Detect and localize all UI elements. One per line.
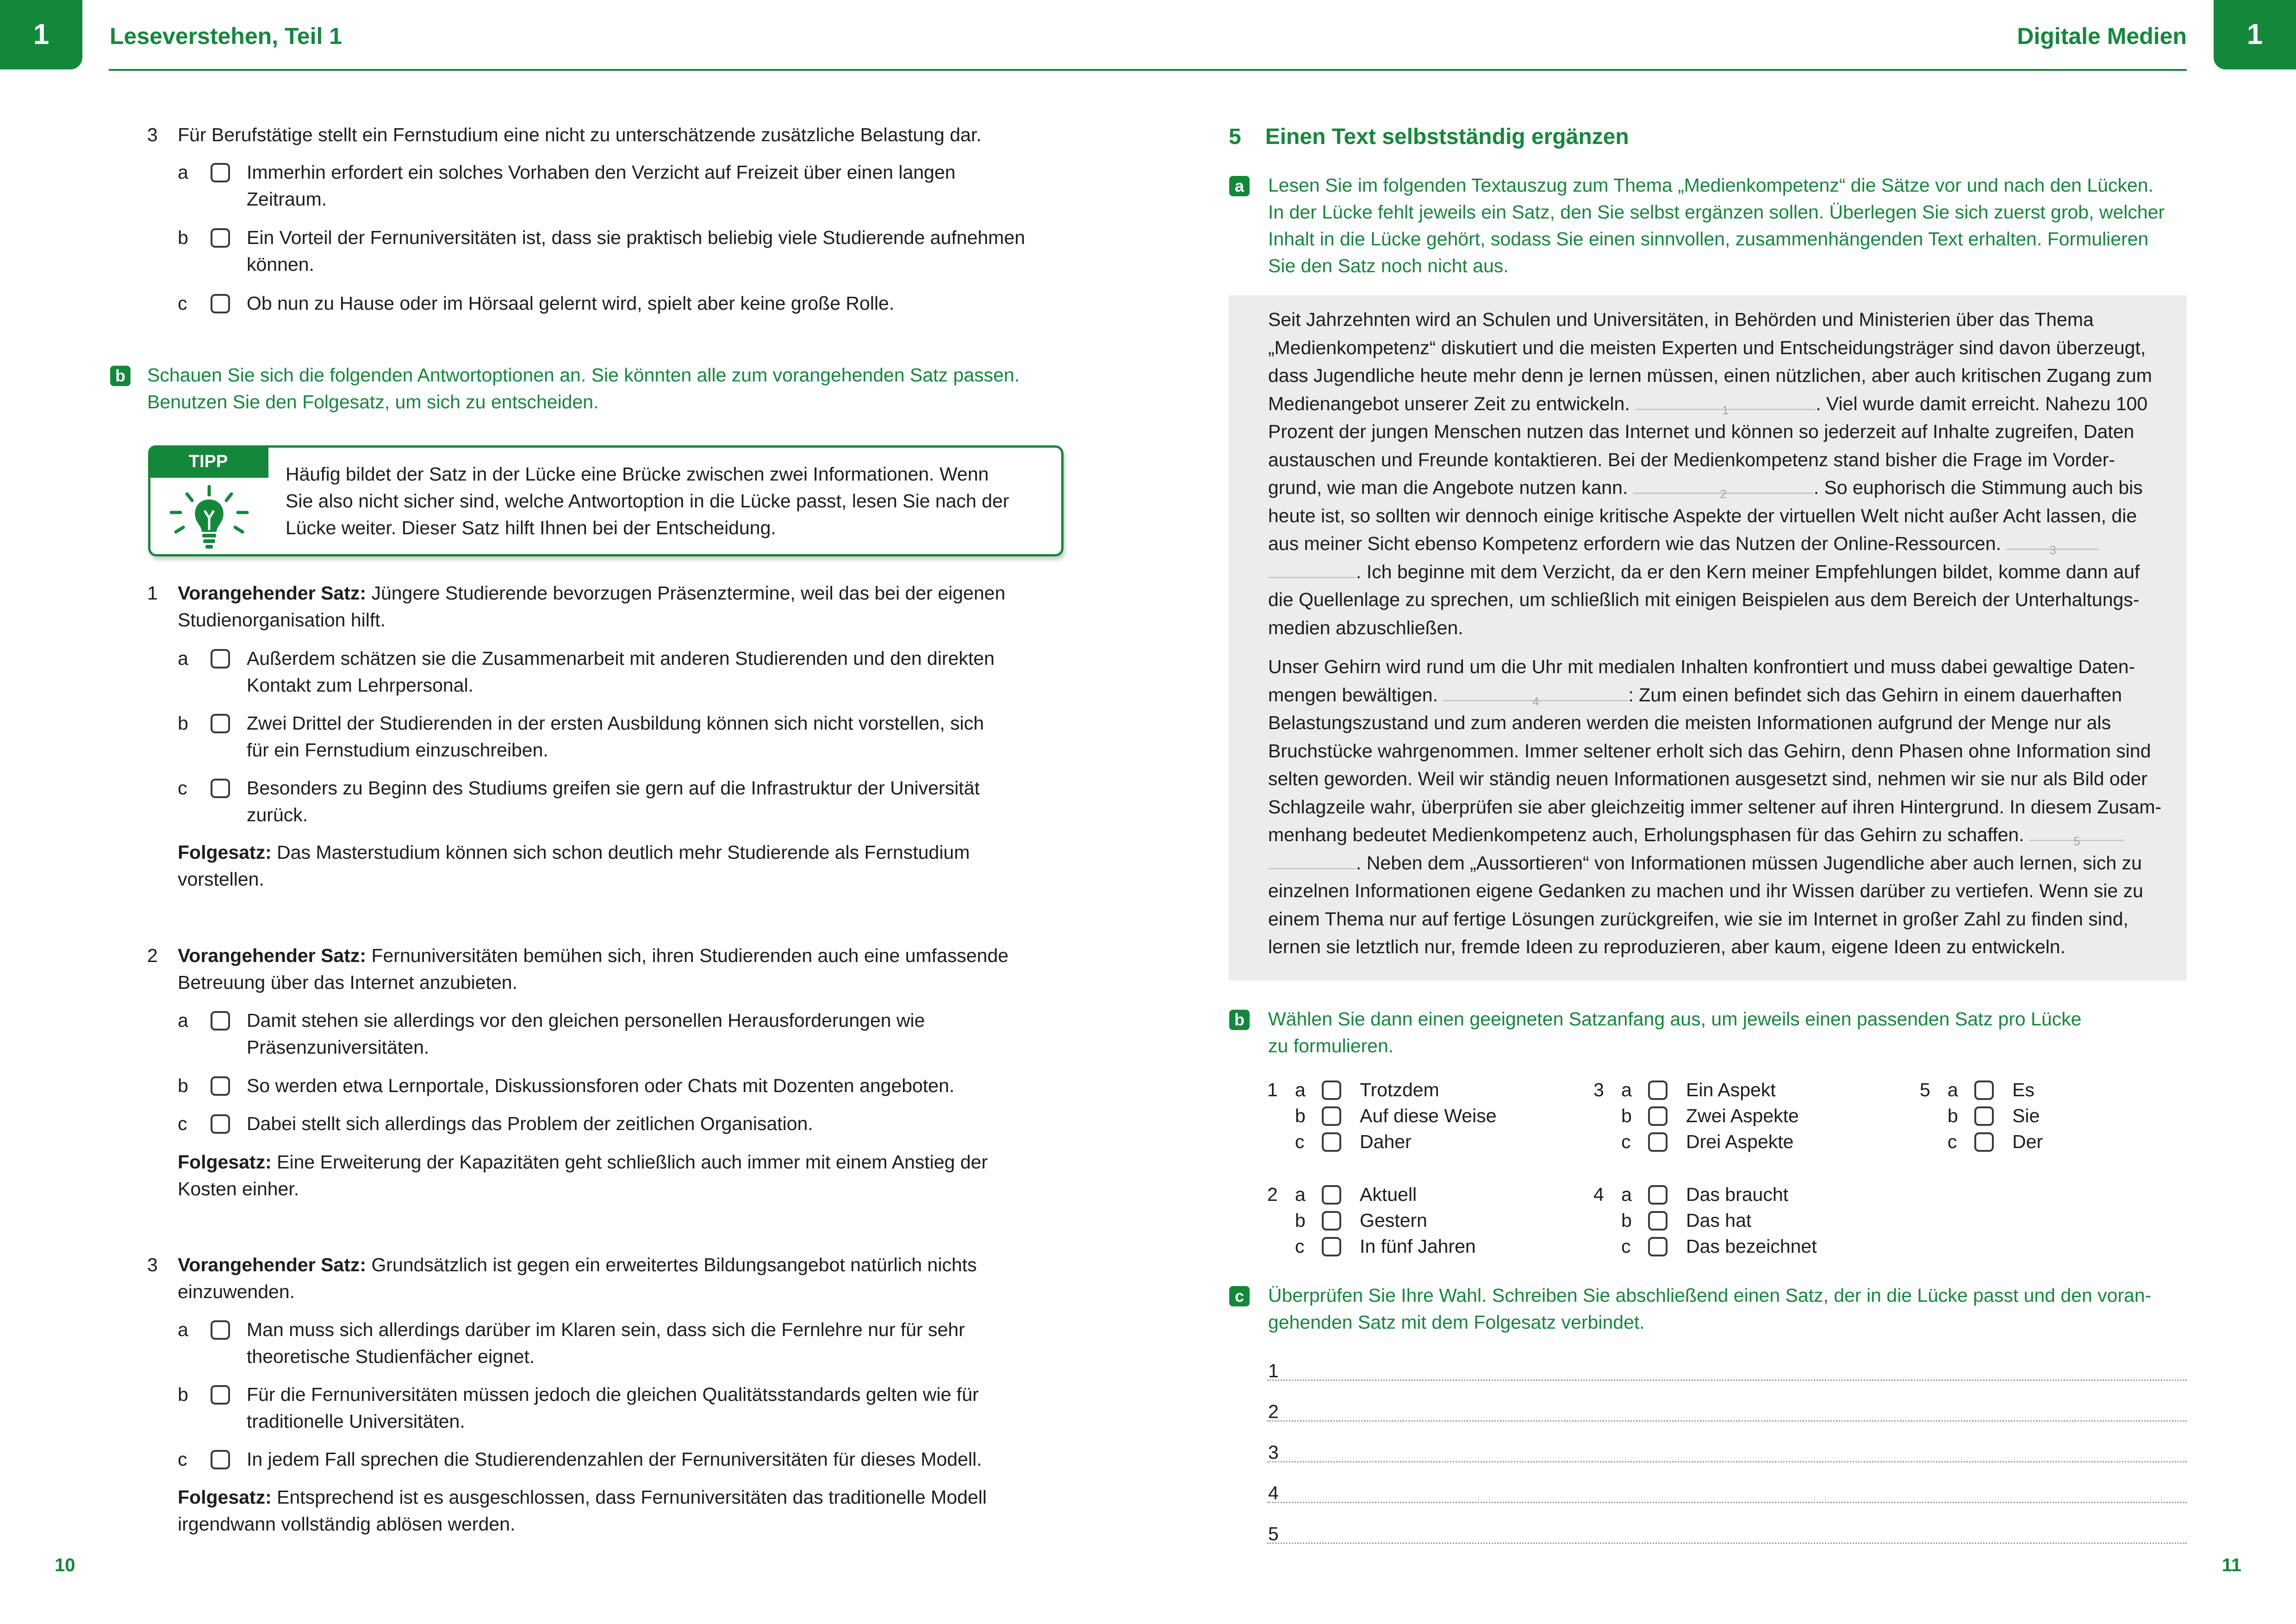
item-3 [147, 121, 1064, 149]
lightbulb-icon [163, 484, 255, 553]
checkbox[interactable] [211, 1385, 230, 1405]
checkbox[interactable] [1322, 1185, 1341, 1205]
checkbox[interactable] [1974, 1081, 1994, 1100]
gap-1[interactable]: 1 [1635, 400, 1816, 410]
checkbox[interactable] [211, 1114, 230, 1134]
header-rule [109, 69, 2187, 71]
checkbox[interactable] [211, 1450, 230, 1469]
checkbox[interactable] [1322, 1081, 1341, 1100]
gap-4-option-b: b Das hat [1621, 1210, 1752, 1231]
option-letter: b [178, 1075, 188, 1096]
checkbox[interactable] [1648, 1185, 1668, 1205]
option-letter: b [178, 712, 188, 734]
option-text: Besonders zu Beginn des Studiums greifen sie gern auf die Infrastruktur der Universität zurück. [247, 777, 980, 825]
option-letter: b [178, 227, 188, 248]
checkbox[interactable] [211, 1320, 230, 1340]
checkbox[interactable] [211, 779, 230, 798]
section-heading: 5 Einen Text selbstständig ergänzen [1229, 125, 1629, 149]
writing-line-5[interactable] [1267, 1543, 2187, 1544]
gap-1-option-c: c Daher [1295, 1131, 1412, 1152]
option-letter: c [178, 293, 187, 314]
question-number: 2 [147, 945, 158, 966]
gap-4-option-a: 4 a Das braucht [1593, 1181, 1853, 1209]
question-1 [147, 580, 1064, 633]
option-letter: a [178, 1010, 188, 1031]
checkbox[interactable] [1648, 1211, 1668, 1230]
checkbox[interactable] [1648, 1237, 1668, 1256]
gap-number: 1 [1267, 1079, 1278, 1100]
gap-number: 2 [1267, 1184, 1278, 1205]
option-text: Immerhin erfordert ein solches Vorhaben den Verzicht auf Freizeit über einen langen Zeitraum. [247, 162, 956, 210]
following-sentence: Folgesatz: Entsprechend ist es ausgeschlossen, dass Fernuniversitäten das traditionelle Modell irgendwann vollständig ablösen werden. [178, 1487, 987, 1535]
preceding-sentence: Vorangehender Satz: Grundsätzlich ist gegen ein erweitertes Bildungsangebot natürlich nichts einzuwenden. [178, 1254, 977, 1302]
checkbox[interactable] [211, 163, 230, 182]
tipp-text: Häufig bildet der Satz in der Lücke eine Brücke zwischen zwei Informationen. Wenn Sie also nicht sicher sind, welche Antwortoption in die Lücke passt, lesen Sie nach der Lücke weiter. Dieser Satz hilft Ihnen bei der Entscheidung. [286, 463, 1009, 538]
option-text: Für die Fernuniversitäten müssen jedoch die gleichen Qualitätsstandards gelten wie für traditionelle Universitäten. [247, 1384, 979, 1432]
checkbox[interactable] [1322, 1237, 1341, 1256]
writing-line-number: 4 [1268, 1482, 1279, 1504]
option-text: Damit stehen sie allerdings vor den gleichen personellen Herausforderungen wie Präsenzuniversitäten. [247, 1010, 925, 1058]
gap-2[interactable]: 2 [1633, 484, 1814, 494]
checkbox[interactable] [211, 1011, 230, 1031]
gap-number: 5 [1920, 1079, 1930, 1100]
tipp-label: TIPP [148, 445, 268, 478]
chapter-tab-left: 1 [0, 0, 82, 69]
option-text: So werden etwa Lernportale, Diskussionsforen oder Chats mit Dozenten angeboten. [247, 1075, 955, 1096]
writing-line-number: 5 [1268, 1523, 1279, 1544]
writing-line-4[interactable] [1267, 1502, 2187, 1503]
task-badge-b-right: b [1229, 1010, 1250, 1030]
gap-number: 4 [1593, 1184, 1604, 1205]
question-number: 1 [147, 582, 158, 604]
checkbox[interactable] [1974, 1132, 1994, 1152]
page-number-right: 11 [2221, 1555, 2241, 1575]
page-number-left: 10 [55, 1555, 75, 1575]
section-title-right: Digitale Medien [2017, 23, 2187, 49]
task-c-instruction: Überprüfen Sie Ihre Wahl. Schreiben Sie abschließend einen Satz, der in die Lücke passt und den voran- gehenden Satz mit dem Folgesatz verbindet. [1268, 1285, 2152, 1333]
checkbox[interactable] [1648, 1132, 1668, 1152]
checkbox[interactable] [1974, 1106, 1994, 1126]
gap-5-option-c: c Der [1948, 1131, 2043, 1152]
option-text: Ob nun zu Hause oder im Hörsaal gelernt wird, spielt aber keine große Rolle. [247, 293, 895, 314]
item-text: Für Berufstätige stellt ein Fernstudium eine nicht zu unterschätzende zusätzliche Belastung dar. [178, 124, 982, 145]
question-3 [147, 1251, 1064, 1305]
writing-line-1[interactable] [1267, 1380, 2187, 1381]
text-paragraph-1: Seit Jahrzehnten wird an Schulen und Universitäten, in Behörden und Ministerien über das Thema „Medienkompetenz“ diskutiert und die meisten Experten und Entscheidungsträger sind davon überzeugt, dass Jugendliche heute mehr denn je lernen müssen, einen nützlichen, aber auch kritischen Zugang zum Medienangebot unserer Zeit zu entwickeln. 1 . Viel wurde damit erreicht. Nahezu 100 Prozent der jungen Menschen nutzen das Internet und können so jederzeit auf Inhalte zugreifen, Daten austauschen und Freunde kontaktieren. Bei der Medienkompetenz stand bisher die Frage im Vorder- grund, wie man die Angebote nutzen kann. 2 . So euphorisch die Stimmung auch bis heute ist, so sollten wir dennoch einige kritische Aspekte der virtuellen Welt nicht außer Acht lassen, die aus meiner Sicht ebenso Kompetenz erfordern wie das Nutzen der Online-Ressourcen. 3 . Ich beginne mit dem Verzicht, da er den Kern meiner Empfehlungen bildet, komme dann auf die Quellenlage zu sprechen, um schließlich mit einigen Beispielen aus dem Bereich der Unterhaltungs- medien abzuschließen. [1268, 309, 2152, 638]
task-b-instruction: Schauen Sie sich die folgenden Antwortoptionen an. Sie könnten alle zum vorangehenden Satz passen. Benutzen Sie den Folgesatz, um sich zu entscheiden. [147, 364, 1020, 412]
gap-1-option-a: 1 a Trotzdem [1267, 1076, 1526, 1104]
writing-line-3[interactable] [1267, 1461, 2187, 1462]
gap-3-continued [1268, 568, 1356, 578]
task-badge-c: c [1229, 1286, 1250, 1306]
chapter-tab-right: 1 [2214, 0, 2296, 69]
gap-2-option-b: b Gestern [1295, 1210, 1427, 1231]
option-text: In jedem Fall sprechen die Studierendenzahlen der Fernuniversitäten für dieses Modell. [247, 1449, 982, 1470]
option-text: Dabei stellt sich allerdings das Problem der zeitlichen Organisation. [247, 1113, 813, 1134]
gap-5-option-a: 5 a Es [1920, 1076, 2151, 1104]
following-sentence: Folgesatz: Eine Erweiterung der Kapazitäten geht schließlich auch immer mit einem Anstieg der Kosten einher. [178, 1151, 988, 1199]
gap-1-option-b: b Auf diese Weise [1295, 1105, 1497, 1126]
checkbox[interactable] [211, 1076, 230, 1096]
gap-4-option-c: c Das bezeichnet [1621, 1236, 1817, 1257]
option-text: Ein Vorteil der Fernuniversitäten ist, dass sie praktisch beliebig viele Studierende aufnehmen können. [247, 227, 1025, 275]
gap-3-option-a: 3 a Ein Aspekt [1593, 1076, 1853, 1104]
option-text: Man muss sich allerdings darüber im Klaren sein, dass sich die Fernlehre nur für sehr theoretische Studienfächer eignet. [247, 1319, 965, 1367]
checkbox[interactable] [211, 228, 230, 248]
gap-2-option-a: 2 a Aktuell [1267, 1181, 1526, 1209]
preceding-sentence: Vorangehender Satz: Jüngere Studierende bevorzugen Präsenztermine, weil das bei der eigenen Studienorganisation hilft. [178, 582, 1006, 631]
gap-3-option-c: c Drei Aspekte [1621, 1131, 1794, 1152]
option-letter: a [178, 648, 188, 669]
task-b-right-instruction: Wählen Sie dann einen geeigneten Satzanfang aus, um jeweils einen passenden Satz pro Lücke zu formulieren. [1268, 1008, 2082, 1056]
checkbox[interactable] [211, 714, 230, 733]
gap-3[interactable]: 3 [2006, 540, 2099, 550]
option-text: Zwei Drittel der Studierenden in der ersten Ausbildung können sich nicht vorstellen, sich für ein Fernstudium einzuschreiben. [247, 712, 984, 761]
gap-5-continued [1268, 860, 1356, 869]
gap-5[interactable]: 5 [2029, 831, 2124, 841]
question-2 [147, 942, 1064, 996]
writing-line-number: 3 [1268, 1442, 1279, 1463]
gap-3-option-b: b Zwei Aspekte [1621, 1105, 1799, 1126]
task-a-instruction: Lesen Sie im folgenden Textauszug zum Thema „Medienkompetenz“ die Sätze vor und nach den Lücken. In der Lücke fehlt jeweils ein Satz, den Sie selbst ergänzen sollen. Überlegen Sie sich zuerst grob, welcher Inhalt in die Lücke gehört, sodass Sie einen sinnvollen, zusammenhängenden Text erhalten. Formulieren Sie den Satz noch nicht aus. [1268, 175, 2165, 276]
option-text: Außerdem schätzen sie die Zusammenarbeit mit anderen Studierenden und den direkten Kontakt zum Lehrpersonal. [247, 648, 995, 696]
checkbox[interactable] [1648, 1106, 1668, 1126]
writing-line-number: 1 [1268, 1360, 1279, 1381]
checkbox[interactable] [211, 294, 230, 313]
checkbox[interactable] [1648, 1081, 1668, 1100]
option-letter: c [178, 1449, 187, 1470]
task-badge-a: a [1229, 176, 1250, 196]
option-letter: c [178, 777, 187, 799]
option-letter: b [178, 1384, 188, 1405]
text-paragraph-2: Unser Gehirn wird rund um die Uhr mit medialen Inhalten konfrontiert und muss dabei gewaltige Daten- mengen bewältigen. 4 : Zum einen befindet sich das Gehirn in einem dauerhaften Belastungszustand und zum anderen werden die meisten Informationen aufgrund der Menge nur als Bruchstücke wahrgenommen. Immer seltener erholt sich das Gehirn, denn Phasen ohne Information sind selten geworden. Weil wir ständig neuen Informationen ausgesetzt sind, nehmen wir sie nur als Bild oder Schlagzeile wahr, überprüfen sie aber gleichzeitig immer seltener auf ihren Hintergrund. In diesem Zusam- menhang bedeutet Medienkompetenz auch, Erholungsphasen für das Gehirn zu schaffen. 5 . Neben dem „Aussortieren“ von Informationen müssen Jugendliche aber auch lernen, sich zu einzelnen Informationen eigene Gedanken zu machen und ihr Wissen darüber zu vertiefen. Wenn sie zu einem Thema nur auf fertige Lösungen zurückgreifen, wie sie im Internet in großer Zahl zu finden sind, lernen sie letztlich nur, fremde Ideen zu reproduzieren, aber kaum, eigene Ideen zu entwickeln. [1268, 656, 2162, 957]
gap-4[interactable]: 4 [1443, 692, 1628, 701]
writing-line-2[interactable] [1267, 1420, 2187, 1422]
gap-2-option-c: c In fünf Jahren [1295, 1236, 1476, 1257]
item-number: 3 [147, 124, 158, 145]
preceding-sentence: Vorangehender Satz: Fernuniversitäten bemühen sich, ihren Studierenden auch eine umfassende Betreuung über das Internet anzubieten. [178, 945, 1009, 993]
task-badge-b: b [110, 366, 131, 386]
writing-line-number: 2 [1268, 1401, 1279, 1422]
checkbox[interactable] [1322, 1106, 1341, 1126]
section-title-left: Leseverstehen, Teil 1 [110, 23, 342, 49]
checkbox[interactable] [1322, 1132, 1341, 1152]
following-sentence: Folgesatz: Das Masterstudium können sich schon deutlich mehr Studierende als Fernstudium vorstellen. [178, 842, 970, 890]
option-letter: c [178, 1113, 187, 1134]
question-number: 3 [147, 1254, 158, 1275]
option-letter: a [178, 1319, 188, 1340]
checkbox[interactable] [211, 649, 230, 668]
option-letter: a [178, 162, 188, 183]
checkbox[interactable] [1322, 1211, 1341, 1230]
gap-number: 3 [1593, 1079, 1604, 1100]
gap-5-option-b: b Sie [1948, 1105, 2040, 1126]
